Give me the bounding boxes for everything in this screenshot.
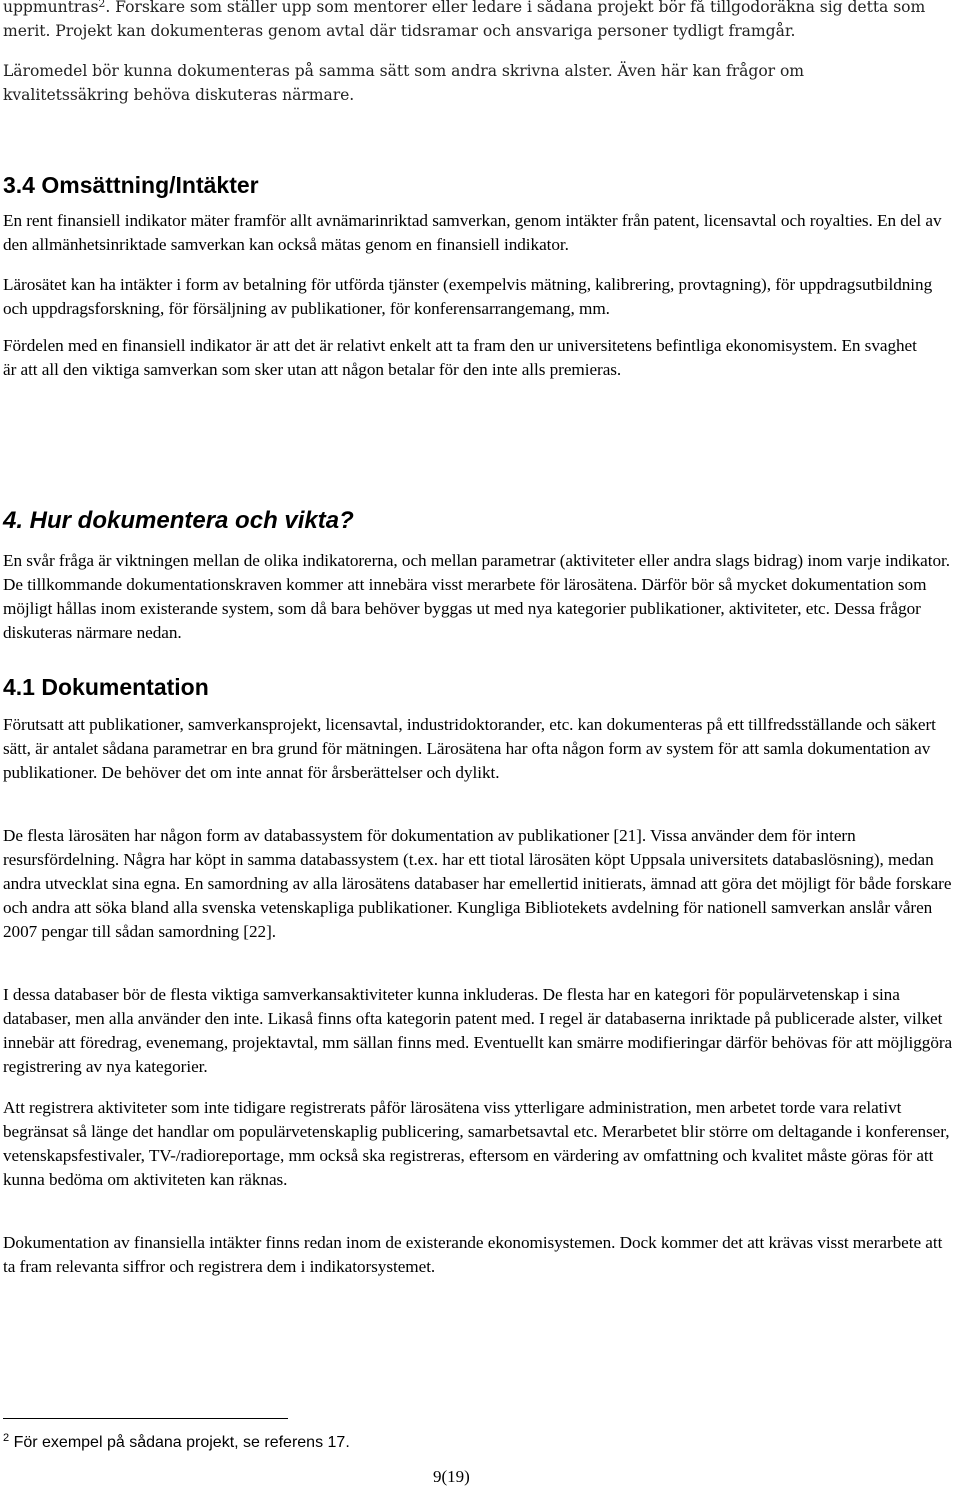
paragraph-4-1-2: De flesta lärosäten har någon form av databassystem för dokumentation av publikationer [21]. Vissa använder dem för intern resursfördelning. Några har köpt in samma databassystem (t.ex. har ett tiotal lärosäten köpt Uppsala universitets databaslösning), medan andra utvecklat sina egna. En samordning av alla lärosätens databaser har emellertid initierats, ämnad att göra det möjligt för både forskare och andra att söka bland alla svenska vetenskapliga publikationer. Kungliga Bibliotekets avdelning för nationell samverkan anslår våren 2007 pengar till sådan samordning [22]. <box>3 826 952 941</box>
page-number: 9(19) <box>433 1467 470 1486</box>
heading-4-1: 4.1 Dokumentation <box>3 674 209 700</box>
paragraph-4-1-4: Att registrera aktiviteter som inte tidigare registrerats påför lärosätena viss ytterligare administration, men arbetet torde vara relativt begränsat så länge det handlar om populärvetenskaplig publicering, samarbetsavtal etc. Merarbetet blir större om deltagande i konferenser, vetenskapsfestivaler, TV-/radioreportage, mm också ska registreras, eftersom en värdering av omfattning och kvalitet måste göras för att kunna bedöma om aktiviteten kan räknas. <box>3 1098 950 1189</box>
text-span: uppmuntras <box>3 0 99 16</box>
heading-3-4: 3.4 Omsättning/Intäkter <box>3 172 259 198</box>
paragraph-3-4-3: Fördelen med en finansiell indikator är att det är relativt enkelt att ta fram den ur universitetens befintliga ekonomisystem. En svaghet är att all den viktiga samverkan som sker utan att någon betalar för den inte alls premieras. <box>3 336 917 379</box>
paragraph-3-4-1: En rent finansiell indikator mäter framför allt avnämarinriktad samverkan, genom intäkter från patent, licensavtal och royalties. En del av den allmänhetsinriktade samverkan kan också mätas genom en finansiell indikator. <box>3 211 942 254</box>
heading-4: 4. Hur dokumentera och vikta? <box>3 507 354 534</box>
footnote-text: För exempel på sådana projekt, se referens 17. <box>13 1434 350 1451</box>
paragraph-4-1: En svår fråga är viktningen mellan de olika indikatorerna, och mellan parametrar (aktiviteter eller andra slags bidrag) inom varje indikator. De tillkommande dokumentationskraven kommer att innebära visst merarbete för lärosätena. Därför bör så mycket dokumentation som möjligt hållas inom existerande system, som då bara behöver byggas ut med nya kategorier publikationer, aktiviteter, etc. Dessa frågor diskuteras närmare nedan. <box>3 551 950 642</box>
continued-paragraph <box>3 0 953 43</box>
footnote-ref: 2 <box>98 0 106 10</box>
paragraph-4-1-5: Dokumentation av finansiella intäkter finns redan inom de existerande ekonomisystemen. Dock kommer det att krävas visst merarbete att ta fram relevanta siffror och registrera dem i indikatorsystemet. <box>3 1233 943 1276</box>
footnote <box>3 1434 350 1452</box>
paragraph-laromedel: Läromedel bör kunna dokumenteras på samma sätt som andra skrivna alster. Även här kan frågor om kvalitetssäkring behöva diskuteras närmare. <box>3 62 805 104</box>
text-span: . Forskare som ställer upp som mentorer eller ledare i sådana projekt bör få tillgodoräkna sig detta som merit. Projekt kan dokumenteras genom avtal där tidsramar och ansvariga personer tydligt framgår. <box>3 0 926 40</box>
footnote-number: 2 <box>3 1432 10 1444</box>
paragraph-3-4-2: Lärosätet kan ha intäkter i form av betalning för utförda tjänster (exempelvis mätning, kalibrering, provtagning), för uppdragsutbildning och uppdragsforskning, för försäljning av publikationer, för konferensarrangemang, mm. <box>3 275 933 318</box>
paragraph-4-1-1: Förutsatt att publikationer, samverkansprojekt, licensavtal, industridoktorander, etc. kan dokumenteras på ett tillfredsställande och säkert sätt, är antalet sådana parametrar en bra grund för mätningen. Lärosätena har ofta någon form av system för att samla dokumentation av publikationer. De behöver det om inte annat för årsberättelser och dylikt. <box>3 715 936 782</box>
paragraph-4-1-3: I dessa databaser bör de flesta viktiga samverkansaktiviteter kunna inkluderas. De flesta har en kategori för populärvetenskap i sina databaser, men alla använder den inte. Likaså finns ofta kategorin patent med. I regel är databaserna inriktade på publicerade alster, vilket innebär att föredrag, evenemang, projektavtal, mm sällan finns med. Eventuellt kan smärre modifieringar därför behövas för att möjliggöra registrering av nya kategorier. <box>3 985 953 1076</box>
footnote-divider <box>3 1418 288 1419</box>
